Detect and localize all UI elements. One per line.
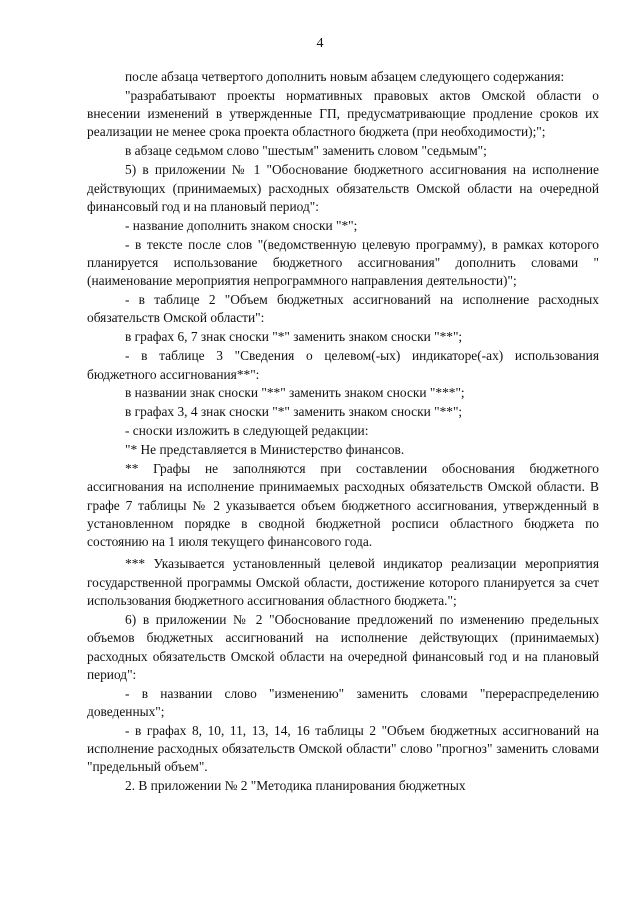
paragraph-5: - название дополнить знаком сноски "*"; <box>125 217 358 233</box>
paragraph-11: в графах 3, 4 знак сноски "*" заменить знаком сноски "**"; <box>125 404 463 420</box>
paragraph-10: в названии знак сноски "**" заменить знаком сноски "***"; <box>125 385 465 401</box>
paragraph-9: - в таблице 3 "Сведения о целевом(-ых) индикаторе(-ах) использования бюджетного ассигнования**": <box>87 348 599 382</box>
paragraph-6: - в тексте после слов "(ведомственную целевую программу), в рамках которого планируется использование бюджетного ассигнования" дополнить словами "(наименование мероприятия непрограммного направления деятельности)"; <box>87 236 599 289</box>
paragraph-4: 5) в приложении № 1 "Обоснование бюджетного ассигнования на исполнение действующих (принимаемых) расходных обязательств Омской области на очередной финансовый год и на плановый период": <box>87 162 599 214</box>
paragraph-2: "разрабатывают проекты нормативных правовых актов Омской области о внесении изменений в утвержденные ГП, предусматривающие продление сроков их реализации не менее срока проекта областного бюджета (при необходимости);"; <box>87 87 599 140</box>
paragraph-1: после абзаца четвертого дополнить новым абзацем следующего содержания: <box>125 69 565 84</box>
paragraph-16: 6) в приложении № 2 "Обоснование предложений по изменению предельных объемов бюджетных ассигнований на исполнение действующих (принимаемых) расходных обязательств Омской области на очередной финансовый год и на плановый период": <box>87 611 599 682</box>
footnote-2: ** Графы не заполняются при составлении обоснования бюджетного ассигнования на исполнение принимаемых расходных обязательств Омской области. В графе 7 таблицы № 2 указывается объем бюджетного ассигнования, утвержденный в установленном порядке в сводной бюджетной росписи областного бюджета по состоянию на 1 июля текущего финансового года. <box>87 460 599 550</box>
footnote-3: *** Указывается установленный целевой индикатор реализации мероприятия государственной программы Омской области, достижение которого планируется за счет использования бюджетного ассигнования областного бюджета."; <box>87 556 599 609</box>
paragraph-12: - сноски изложить в следующей редакции: <box>125 423 369 439</box>
paragraph-17: - в названии слово "изменению" заменить словами "перераспределению доведенных"; <box>87 685 599 719</box>
paragraph-3: в абзаце седьмом слово "шестым" заменить словом "седьмым"; <box>125 143 487 159</box>
page-number: 4 <box>316 36 324 51</box>
footnote-1: "* Не представляется в Министерство финансов. <box>125 442 405 458</box>
paragraph-19: 2. В приложении № 2 "Методика планирования бюджетных <box>125 778 466 794</box>
paragraph-8: в графах 6, 7 знак сноски "*" заменить знаком сноски "**"; <box>125 329 463 345</box>
paragraph-7: - в таблице 2 "Объем бюджетных ассигнований на исполнение расходных обязательств Омской области": <box>87 292 599 326</box>
paragraph-18: - в графах 8, 10, 11, 13, 14, 16 таблицы 2 "Объем бюджетных ассигнований на исполнение расходных обязательств Омской области" слово "прогноз" заменить словами "предельный объем". <box>87 722 599 775</box>
document-body <box>87 68 599 796</box>
